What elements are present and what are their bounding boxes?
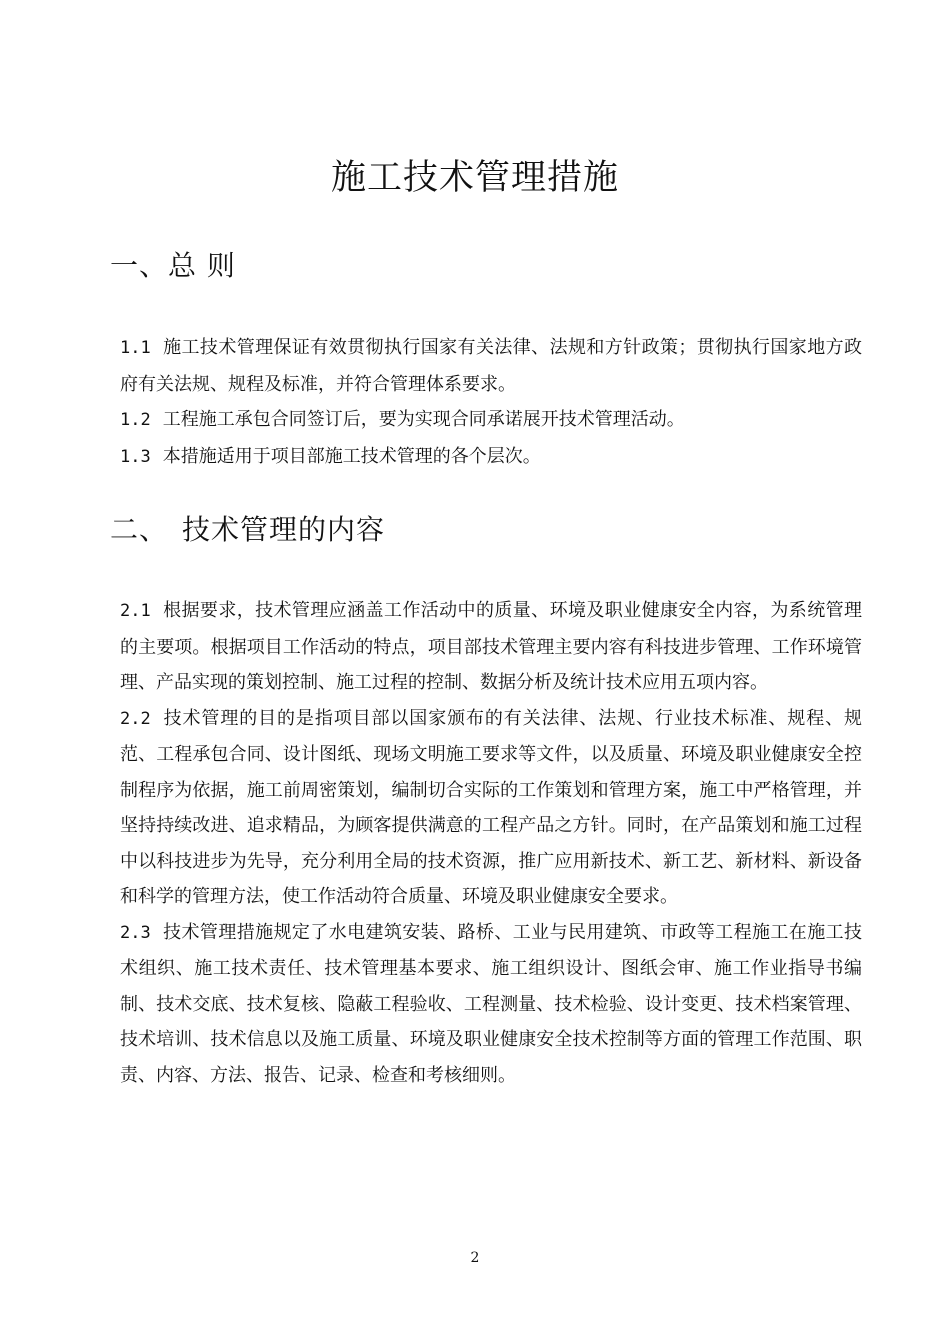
clause-1-1: [120, 330, 862, 402]
clause-text: 施工技术管理保证有效贯彻执行国家有关法律、法规和方针政策；贯彻执行国家地方政府有关法规、规程及标准，并符合管理体系要求。: [120, 337, 862, 395]
clause-text: 技术管理的目的是指项目部以国家颁布的有关法律、法规、行业技术标准、规程、规范、工程承包合同、设计图纸、现场文明施工要求等文件，以及质量、环境及职业健康安全控制程序为依据，施工前周密策划，编制切合实际的工作策划和管理方案，施工中严格管理，并坚持持续改进、追求精品，为顾客提供满意的工程产品之方针。同时，在产品策划和施工过程中以科技进步为先导，充分利用全局的技术资源，推广应用新技术、新工艺、新材料、新设备和科学的管理方法，使工作活动符合质量、环境及职业健康安全要求。: [120, 707, 862, 907]
section-number: 一、: [110, 249, 169, 282]
page-number: 2: [470, 1250, 480, 1266]
clause-2-1: [120, 593, 862, 701]
clause-text: 技术管理措施规定了水电建筑安装、路桥、工业与民用建筑、市政等工程施工在施工技术组织、施工技术责任、技术管理基本要求、施工组织设计、图纸会审、施工作业指导书编制、技术交底、技术复核、隐蔽工程验收、工程测量、技术检验、设计变更、技术档案管理、技术培训、技术信息以及施工质量、环境及职业健康安全技术控制等方面的管理工作范围、职责、内容、方法、报告、记录、检查和考核细则。: [120, 921, 862, 1086]
section-body-content: [120, 593, 862, 1093]
clause-number: 2.2: [120, 708, 151, 729]
clause-2-2: [120, 701, 862, 915]
clause-number: 2.3: [120, 922, 151, 943]
clause-text: 根据要求，技术管理应涵盖工作活动中的质量、环境及职业健康安全内容，为系统管理的主要项。根据项目工作活动的特点，项目部技术管理主要内容有科技进步管理、工作环境管理、产品实现的策划控制、施工过程的控制、数据分析及统计技术应用五项内容。: [120, 600, 862, 693]
clause-number: 1.1: [120, 338, 151, 358]
clause-number: 1.2: [120, 410, 151, 430]
clause-text: 工程施工承包合同签订后，要为实现合同承诺展开技术管理活动。: [162, 409, 685, 430]
section-body-general: [120, 330, 862, 475]
document-title: 施工技术管理措施: [330, 158, 619, 198]
clause-1-2: [120, 402, 862, 439]
clause-number: 2.1: [120, 601, 151, 621]
section-heading-general: [110, 244, 236, 284]
clause-1-3: [120, 439, 862, 476]
section-number: 二、: [110, 513, 169, 546]
clause-2-3: [120, 915, 862, 1094]
clause-number: 1.3: [120, 446, 151, 467]
section-title: 技术管理的内容: [182, 513, 386, 546]
clause-text: 本措施适用于项目部施工技术管理的各个层次。: [162, 445, 541, 467]
section-title: 总 则: [168, 249, 236, 282]
section-heading-content: [110, 508, 385, 548]
